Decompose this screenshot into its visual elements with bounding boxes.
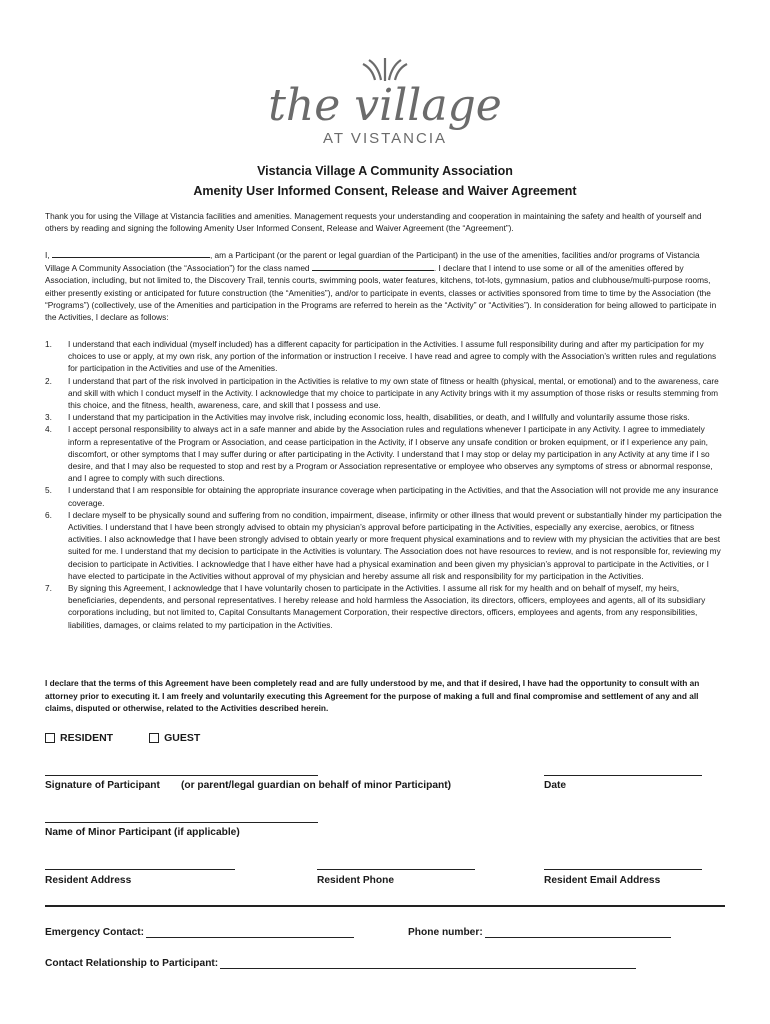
terms-list (45, 338, 725, 631)
emergency-contact-label: Emergency Contact: (45, 927, 145, 938)
checkbox-square-icon (149, 733, 159, 743)
relationship-line[interactable] (220, 957, 636, 969)
final-declaration: I declare that the terms of this Agreement have been completely read and are fully understood by me, and that if desired, I have had the opportunity to consult with an attorney prior to executing it. I am freely and voluntarily executing this Agreement for the purpose of making a full and final compromise and settlement of any and all claims, disputed or otherwise, related to the Activities described herein. (45, 678, 700, 713)
item-number: 2. (45, 375, 52, 386)
item-text: By signing this Agreement, I acknowledge that I have voluntarily chosen to participate in the Activities. I assume all risk for my health and on behalf of myself, my heirs, beneficiaries, dependents, and personal representatives. I hereby release and hold harmless the Association, its directors, officers, employees and agents, all of its subsidiary corporations including, but not limited to, Capital Consultants Management Corporation, their respective directors, officers, employees and agents, from any responsibilities, liabilities, damages, or claims related to my participation in the Activities. (68, 583, 706, 630)
item-number: 3. (45, 412, 52, 423)
logo-subtitle: AT VISTANCIA (322, 130, 448, 147)
address-line[interactable] (45, 869, 235, 870)
list-item (45, 484, 725, 508)
item-number: 4. (45, 424, 52, 435)
list-item (45, 375, 725, 412)
list-item (45, 338, 725, 375)
guest-checkbox[interactable] (149, 732, 200, 744)
phone-number-line[interactable] (485, 926, 671, 938)
item-text: I accept personal responsibility to always act in a safe manner and abide by the Association rules and regulations whenever I participate in any Activity. I agree to immediately inform a representative of the Program or Association, and cease participation in the Activity, if I observe any unsafe condition or broken equipment, or if I experience any pain, discomfort, or other symptoms that I may suffer during or after participating in the Activity. I understand that I may stop or delay my participation in any Activity at any time if I so desire, and that I may also be requested to stop and rest by a Program or Association representative or employee who observes any symptoms of stress or abnormal response, and I agree to comply with such directions. (68, 424, 713, 484)
list-item (45, 509, 725, 582)
declaration-part2: . I declare that I intend to use some or all of the amenities offered by Association, including, but not limited to, the Discovery Trail, tennis courts, swimming pools, water features, kitchens, tot-lots, gymnasium, patios and clubhouse/multi-purpose rooms, either presently existing or anticipated for future construction (the “Amenities”), and/or to participate in events, classes or activities sponsored from time to time by the Association (the “Programs”) (collectively, use of the Amenities and participation in the Programs are referred to herein as the “Activity” or “Activities”). In consideration for being allowed to participate in the Activities, I declare as follows: (45, 263, 717, 323)
item-number: 1. (45, 339, 52, 349)
resident-label: RESIDENT (60, 732, 114, 744)
association-title: Vistancia Village A Community Association (257, 164, 513, 178)
list-item (45, 411, 725, 423)
item-text: I understand that my participation in the Activities may involve risk, including economic loss, health, disabilities, or death, and I willfully and voluntarily assume those risks. (68, 412, 690, 423)
emergency-contact-field (45, 926, 354, 938)
item-text: I declare myself to be physically sound and suffering from no condition, impairment, disease, infirmity or other illness that would prevent or substantially hinder my participation the Activities. I understand that I have been strongly advised to obtain my physician’s approval before participating in the Activities, especially any exercise, aerobics, or fitness activities. I also acknowledge that I have been strongly advised to obtain yearly or more frequent physical examinations and to review with my physician the activities that are best suited for me. I understand that my decision to participate in the Activities is voluntary. The Association does not have resources to review, and is not responsible for, reviewing my decision to participate in Activities. I acknowledge that I have either have had a physical examination and been given my physician’s approval to participate in the Activities, or I have elected to participate in the Activities without approval of my physician and hereby assume all risk and responsibility for my participation in the Activities. (68, 509, 722, 581)
emergency-contact-line[interactable] (146, 926, 354, 938)
declaration-paragraph (45, 248, 725, 323)
minor-name-label: Name of Minor Participant (if applicable) (45, 827, 240, 838)
checkbox-square-icon (45, 733, 55, 743)
logo-wordmark: the village (268, 80, 502, 131)
participant-type (45, 732, 236, 744)
participant-name-blank[interactable] (52, 248, 210, 258)
guardian-label: (or parent/legal guardian on behalf of minor Participant) (181, 780, 451, 791)
relationship-label: Contact Relationship to Participant: (45, 958, 219, 969)
item-number: 7. (45, 583, 52, 594)
list-item (45, 582, 725, 631)
declaration-prefix: I, (45, 250, 50, 260)
email-label: Resident Email Address (544, 875, 661, 886)
section-divider (45, 905, 725, 907)
relationship-field (45, 957, 636, 969)
intro-paragraph: Thank you for using the Village at Vistancia facilities and amenities. Management requests your understanding and cooperation in maintaining the safety and health of yourself and others by reading and signing the following Amenity User Informed Consent, Release and Waiver Agreement (the “Agreement”). (45, 211, 702, 234)
address-label: Resident Address (45, 875, 132, 886)
item-number: 5. (45, 485, 52, 496)
email-line[interactable] (544, 869, 702, 870)
date-line[interactable] (544, 775, 702, 776)
document-header (0, 161, 770, 201)
declaration-part1: , am a Participant (or the parent or legal guardian of the Participant) in the use of the amenities, facilities and/or programs of Vistancia Village A Community Association (the “Association”) for the class named (45, 250, 700, 274)
phone-number-label: Phone number: (408, 927, 483, 938)
phone-label: Resident Phone (317, 875, 394, 886)
item-text: I understand that each individual (myself included) has a different capacity for participation in the Activities. I assume full responsibility during and after my participation for my choices to use or apply, at my own risk, any portion of the information or instruction I receive. I have read and agree to comply with the Association’s written rules and regulations for participation in the Activities and use of the Amenities. (68, 339, 717, 374)
village-logo (0, 56, 770, 147)
item-text: I understand that part of the risk involved in participation in the Activities is relative to my own state of fitness or health (physical, mental, or emotional) and to the awareness, care and skill with which I conduct myself in the Activity. I acknowledge that my choice to participate in any Activity brings with it my assumption of those risks or results stemming from this choice, and the fitness, health, awareness, care, and skill that I possess and use. (68, 375, 719, 411)
agreement-title: Amenity User Informed Consent, Release and Waiver Agreement (193, 184, 577, 198)
date-label: Date (544, 780, 567, 791)
signature-line[interactable] (45, 775, 318, 776)
phone-line[interactable] (317, 869, 475, 870)
class-name-blank[interactable] (312, 261, 434, 271)
guest-label: GUEST (164, 732, 201, 744)
item-text: I understand that I am responsible for obtaining the appropriate insurance coverage when participating in the Activities, and that the Association will not provide me any insurance coverage. (68, 485, 719, 508)
phone-number-field (408, 926, 671, 938)
signature-label: Signature of Participant (45, 780, 160, 791)
resident-checkbox[interactable] (45, 732, 113, 744)
minor-name-line[interactable] (45, 822, 318, 823)
item-number: 6. (45, 509, 52, 520)
list-item (45, 423, 725, 484)
